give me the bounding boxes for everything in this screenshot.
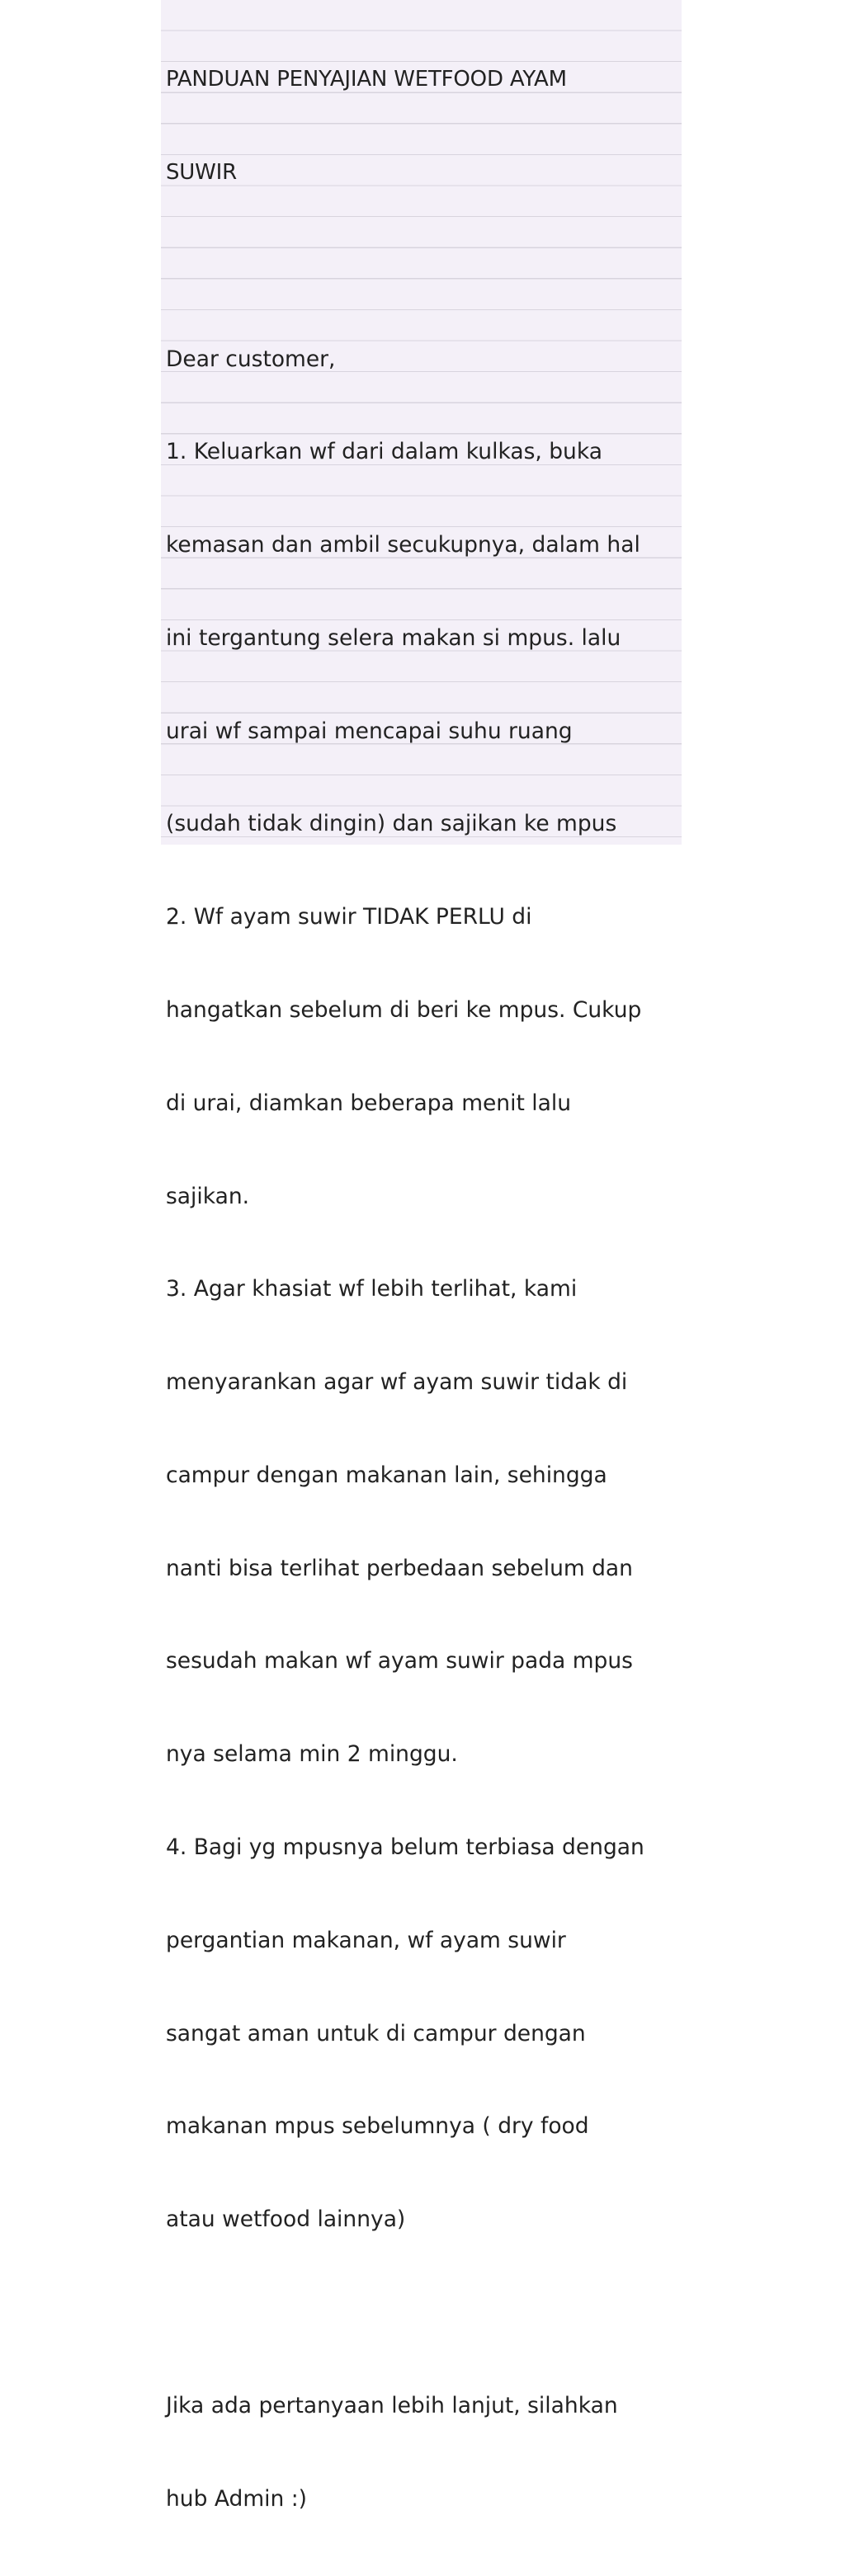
blank-line <box>166 251 681 282</box>
note-closing-line-2: hub Admin :) <box>166 2485 307 2512</box>
note-body-line: pergantian makanan, wf ayam suwir <box>166 1927 566 1953</box>
note-greeting: Dear customer, <box>166 346 336 372</box>
note-body-line: sangat aman untuk di campur dengan <box>166 2020 586 2046</box>
note-sheet <box>161 0 682 2512</box>
note-body-line: nya selama min 2 minggu. <box>166 1741 458 1768</box>
note-body-line: kemasan dan ambil secukupnya, dalam hal <box>166 532 640 558</box>
note-body-line: campur dengan makanan lain, sehingga <box>166 1462 607 1488</box>
note-body-line: 4. Bagi yg mpusnya belum terbiasa dengan <box>166 1834 644 1861</box>
note-body-line: nanti bisa terlihat perbedaan sebelum dan <box>166 1555 633 1581</box>
note-text-area[interactable] <box>166 2 681 2576</box>
note-body-line: ini tergantung selera makan si mpus. lalu <box>166 624 621 651</box>
note-body-line: 3. Agar khasiat wf lebih terlihat, kami <box>166 1276 578 1302</box>
note-body-line: makanan mpus sebelumnya ( dry food <box>166 2113 589 2140</box>
note-title-line-2: SUWIR <box>166 159 237 185</box>
note-body-line: menyarankan agar wf ayam suwir tidak di <box>166 1369 628 1396</box>
note-body-line: 2. Wf ayam suwir TIDAK PERLU di <box>166 904 532 930</box>
note-body-line: hangatkan sebelum di beri ke mpus. Cukup <box>166 997 642 1023</box>
note-body-line: 1. Keluarkan wf dari dalam kulkas, buka <box>166 439 602 465</box>
note-body-line: atau wetfood lainnya) <box>166 2206 406 2233</box>
note-body-line: (sudah tidak dingin) dan sajikan ke mpus <box>166 811 617 837</box>
note-closing-line-1: Jika ada pertanyaan lebih lanjut, silahkan <box>166 2392 618 2418</box>
blank-line <box>166 2297 681 2329</box>
note-title-line-1: PANDUAN PENYAJIAN WETFOOD AYAM <box>166 67 567 92</box>
note-body-line: sesudah makan wf ayam suwir pada mpus <box>166 1648 633 1674</box>
note-body-line: di urai, diamkan beberapa menit lalu <box>166 1090 572 1116</box>
note-body-line: urai wf sampai mencapai suhu ruang <box>166 718 573 744</box>
note-body-line: sajikan. <box>166 1183 250 1209</box>
